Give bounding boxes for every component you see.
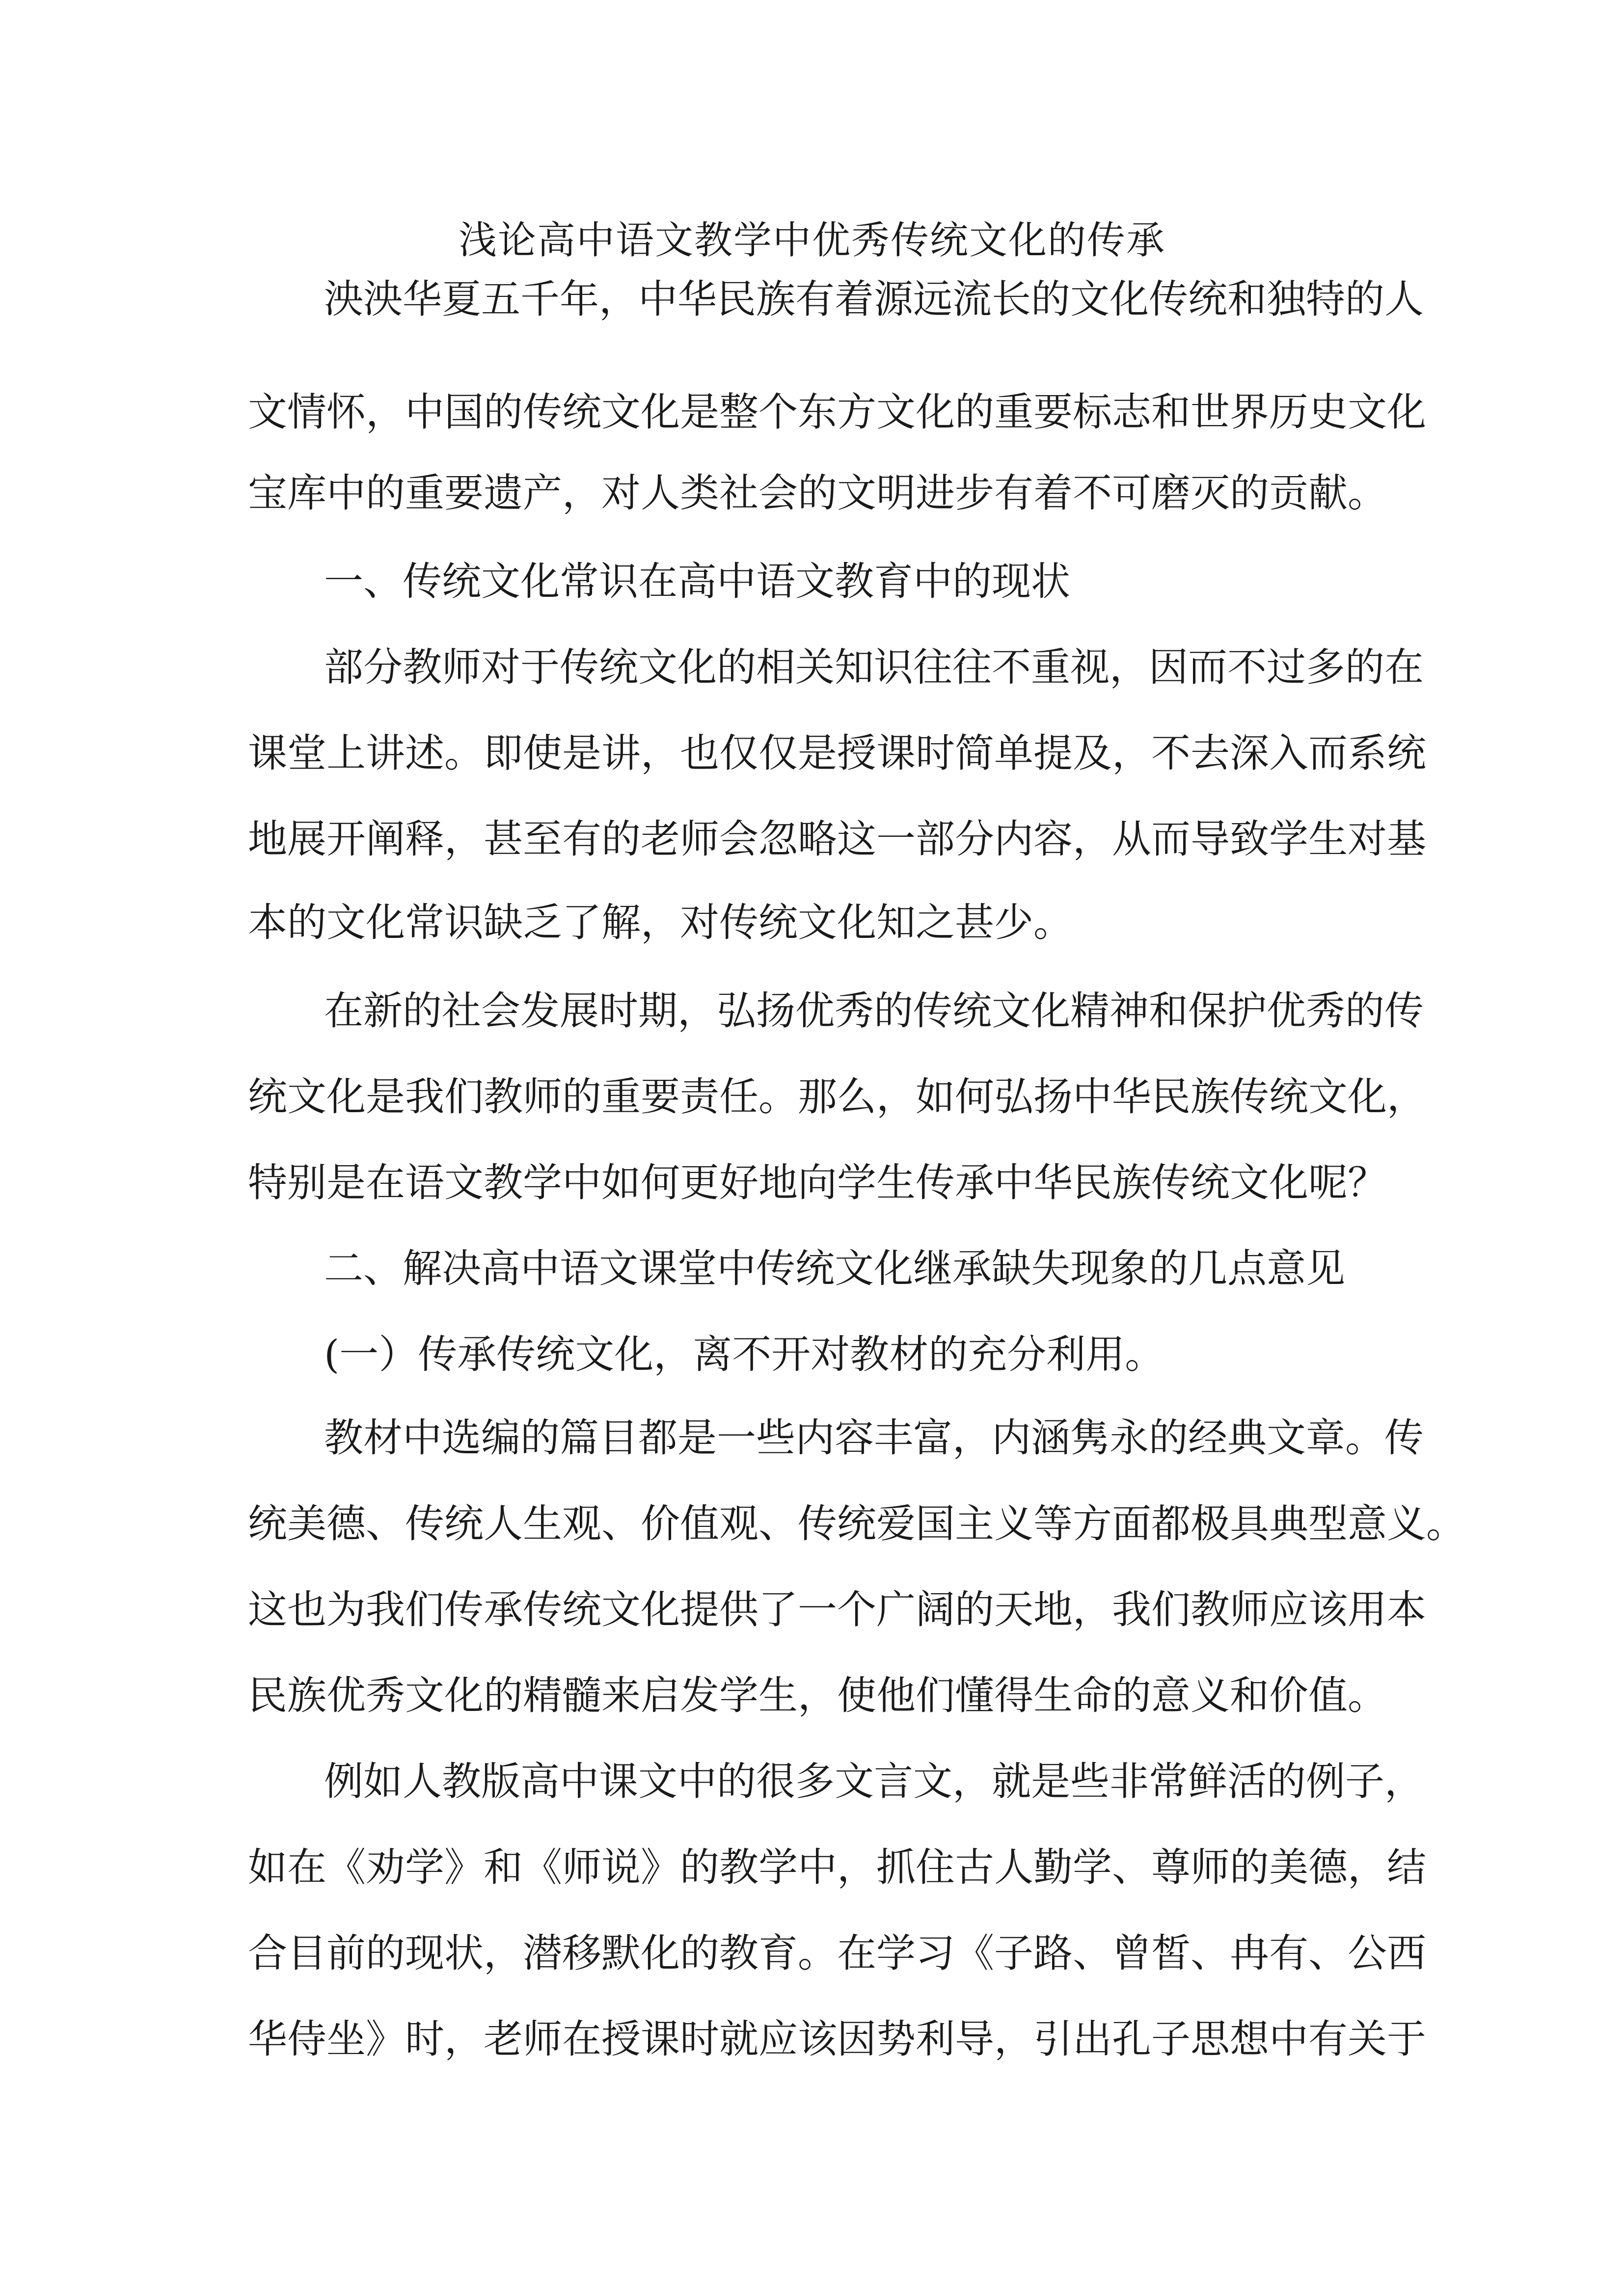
text-line: 部分教师对于传统文化的相关知识往往不重视，因而不过多的在 [324,644,1424,690]
text-line: 地展开阐释，甚至有的老师会忽略这一部分内容，从而导致学生对基 [248,816,1426,862]
text-line: 教材中选编的篇目都是一些内容丰富，内涵隽永的经典文章。传 [324,1415,1424,1461]
text-line: 特别是在语文教学中如何更好地向学生传承中华民族传统文化呢？ [248,1160,1387,1205]
text-line: 文情怀，中国的传统文化是整个东方文化的重要标志和世界历史文化 [248,389,1426,435]
text-line: 泱泱华夏五千年，中华民族有着源远流长的文化传统和独特的人 [324,276,1424,322]
text-line: 民族优秀文化的精髓来启发学生，使他们懂得生命的意义和价值。 [248,1673,1387,1718]
text-line: 统文化是我们教师的重要责任。那么，如何弘扬中华民族传统文化， [248,1074,1426,1120]
text-line: 这也为我们传承传统文化提供了一个广阔的天地，我们教师应该用本 [248,1587,1426,1632]
subsection-heading: (一）传承传统文化，离不开对教材的充分利用。 [324,1332,1164,1377]
text-line: 课堂上讲述。即使是讲，也仅仅是授课时简单提及，不去深入而系统 [248,730,1426,776]
text-line: 宝库中的重要遗产，对人类社会的文明进步有着不可磨灭的贡献。 [248,470,1387,516]
text-line: 本的文化常识缺乏了解，对传统文化知之甚少。 [248,900,1073,945]
document-title: 浅论高中语文教学中优秀传统文化的传承 [458,218,1165,263]
text-line: 例如人教版高中课文中的很多文言文，就是些非常鲜活的例子， [324,1759,1424,1804]
text-line: 合目前的现状，潜移默化的教育。在学习《子路、曾皙、冉有、公西 [248,1930,1426,1976]
text-line: 统美德、传统人生观、价值观、传统爱国主义等方面都极具典型意义。 [248,1501,1465,1547]
text-line: 在新的社会发展时期，弘扬优秀的传统文化精神和保护优秀的传 [324,988,1424,1034]
text-line: 华侍坐》时，老师在授课时就应该因势利导，引出孔子思想中有关于 [248,2016,1426,2062]
section-heading: 一、传统文化常识在高中语文教育中的现状 [324,559,1070,604]
section-heading: 二、解决高中语文课堂中传统文化继承缺失现象的几点意见 [324,1246,1345,1291]
text-line: 如在《劝学》和《师说》的教学中，抓住古人勤学、尊师的美德，结 [248,1844,1426,1890]
